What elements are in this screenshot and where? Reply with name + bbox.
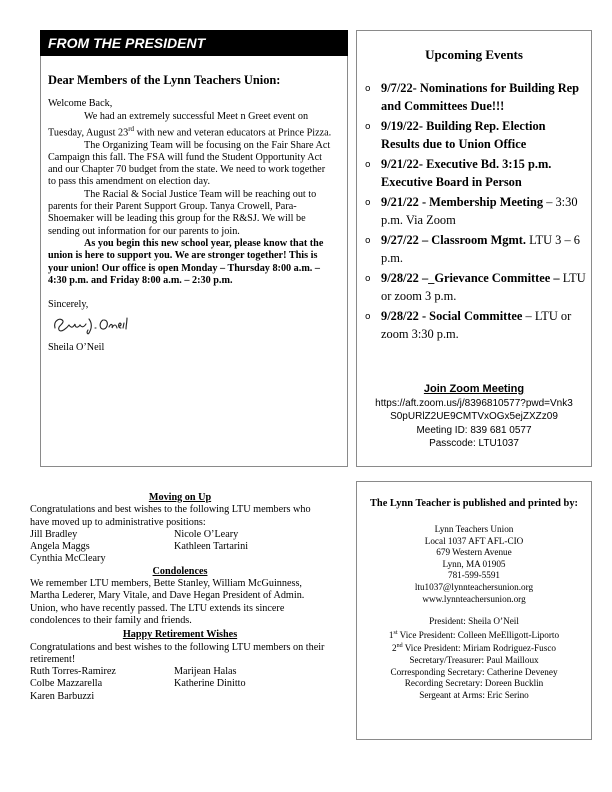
zoom-url-line-1[interactable]: https://aft.zoom.us/j/8396810577?pwd=Vnk3: [375, 397, 573, 409]
zoom-url-line-2[interactable]: S0pURlZ2UE9CMTVxOGx5ejZXZz09: [390, 411, 558, 422]
name-entry: [174, 691, 324, 703]
event-item: o 9/21/22- Executive Bd. 3:15 p.m. Executive Board in Person: [365, 157, 552, 189]
letter-paragraph-racial-justice: The Racial & Social Justice Team will be reaching out to parents for their Parent Support Group. Tanya Crowell, Para- Shoemaker will be leading this group for the R&SJ. We will be sending out information for our parents to join.: [48, 188, 317, 237]
name-entry: Colbe Mazzarella: [30, 678, 103, 690]
org-street: 679 Western Avenue: [436, 547, 512, 558]
publisher-info-box: [356, 481, 592, 740]
name-entry: Cynthia McCleary: [30, 553, 106, 565]
officer-corresponding-secretary: Corresponding Secretary: Catherine Deveney: [390, 666, 558, 677]
name-entry: Ruth Torres-Ramirez: [30, 666, 116, 678]
retirement-names: [30, 666, 330, 703]
org-local: Local 1037 AFT AFL-CIO: [424, 535, 524, 546]
event-item: o 9/21/22 - Membership Meeting – 3:30 p.m. Via Zoom: [365, 195, 578, 227]
org-phone: 781-599-5591: [447, 570, 501, 581]
president-letter-box: [40, 30, 348, 467]
bullet-icon: o: [365, 312, 371, 322]
publisher-heading: The Lynn Teacher is published and printed by:: [370, 498, 578, 509]
zoom-meeting-id: Meeting ID: 839 681 0577: [416, 424, 532, 436]
name-entry: Karen Barbuzzi: [30, 690, 95, 702]
condolences-text: We remember LTU members, Bette Stanley, William McGuinness, Martha Lederer, Mary Vitale, and Dave Hegan President of Admin. Union, who have recently passed. The LTU extends its sincere condolences to their family and friends.: [30, 578, 305, 626]
name-entry: Angela Maggs: [30, 541, 90, 553]
bullet-icon: o: [365, 160, 371, 170]
member-news-column: [30, 492, 330, 703]
officer-president: President: Sheila O’Neil: [429, 616, 519, 627]
officer-sergeant-at-arms: Sergeant at Arms: Eric Serino: [419, 689, 529, 700]
president-banner: FROM THE PRESIDENT: [40, 30, 348, 56]
officer-recording-secretary: Recording Secretary: Doreen Bucklin: [404, 678, 544, 689]
president-letter-body: [48, 74, 332, 354]
org-website[interactable]: www.lynnteachersunion.org: [422, 593, 526, 604]
bullet-icon: o: [365, 274, 371, 284]
letter-heading: Dear Members of the Lynn Teachers Union:: [48, 73, 281, 87]
moving-up-names: [30, 529, 330, 566]
upcoming-events-box: [356, 30, 592, 467]
letter-greeting: Welcome Back,: [48, 98, 113, 110]
name-entry: Jill Bradley: [30, 528, 78, 540]
retirement-title: Happy Retirement Wishes: [122, 629, 238, 641]
retirement-text: Congratulations and best wishes to the following LTU members on their retirement!: [30, 641, 325, 665]
events-title: Upcoming Events: [425, 47, 523, 62]
officer-treasurer: Secretary/Treasurer: Paul Mailloux: [409, 655, 539, 666]
zoom-meeting-info: [357, 383, 591, 451]
condolences-title: Condolences: [152, 565, 208, 577]
event-item: o 9/27/22 – Classroom Mgmt. LTU 3 – 6 p.m.: [365, 233, 580, 265]
org-name: Lynn Teachers Union: [434, 524, 514, 534]
officer-vp2: 2nd Vice President: Miriam Rodriguez-Fusco: [392, 643, 556, 654]
event-item: o 9/7/22- Nominations for Building Rep and Committees Due!!!: [365, 81, 580, 113]
event-item: o 9/19/22- Building Rep. Election Results due to Union Office: [365, 119, 546, 151]
signature-block: [48, 299, 332, 354]
event-item: o 9/28/22 –_Grievance Committee – LTU or zoom 3 p.m.: [365, 271, 586, 303]
name-entry: [174, 553, 324, 565]
moving-up-title: Moving on Up: [148, 492, 212, 503]
events-list: [365, 79, 587, 345]
bullet-icon: o: [365, 198, 371, 208]
name-entry: Nicole O’Leary: [174, 528, 239, 540]
publisher-info: [357, 497, 591, 701]
event-item: o 9/28/22 - Social Committee – LTU or zoom 3:30 p.m.: [365, 309, 572, 341]
handwritten-signature: [51, 314, 141, 336]
spacer: [357, 605, 591, 616]
letter-paragraph-organizing: The Organizing Team will be focusing on the Fair Share Act Campaign this fall. The FSA will fund the Student Opportunity Act and our Chapter 70 budget from the state. We need to work together to pass this amendment on election day.: [48, 139, 331, 188]
letter-paragraph-meet-greet: We had an extremely successful Meet n Greet event on Tuesday, August 23rd with new and veteran educators at Prince Pizza.: [48, 110, 332, 139]
bullet-icon: o: [365, 122, 371, 132]
zoom-passcode: Passcode: LTU1037: [429, 438, 519, 449]
moving-up-text: Congratulations and best wishes to the following LTU members who have moved up to administrative positions:: [30, 504, 311, 528]
bullet-icon: o: [365, 236, 371, 246]
org-email[interactable]: ltu1037@lynnteachersunion.org: [414, 581, 534, 592]
letter-paragraph-office-hours: As you begin this new school year, please know that the union is here to support you. We are stronger together! This is your union! Our office is open Monday – Thursday 8:00 a.m. – 4:30 p.m. and Friday 8:00 a.m. – 2:30 p.m.: [48, 237, 324, 286]
officer-vp1: 1st Vice President: Colleen MeElligott-Liporto: [388, 629, 560, 640]
name-entry: Marijean Halas: [174, 666, 237, 678]
name-entry: Katherine Dinitto: [174, 678, 246, 690]
bullet-icon: o: [365, 84, 371, 94]
zoom-meeting-link[interactable]: Join Zoom Meeting: [423, 383, 525, 395]
signer-name: Sheila O’Neil: [48, 341, 105, 353]
org-city: Lynn, MA 01905: [442, 558, 506, 569]
name-entry: Kathleen Tartarini: [174, 541, 249, 553]
letter-closing: Sincerely,: [48, 299, 89, 311]
